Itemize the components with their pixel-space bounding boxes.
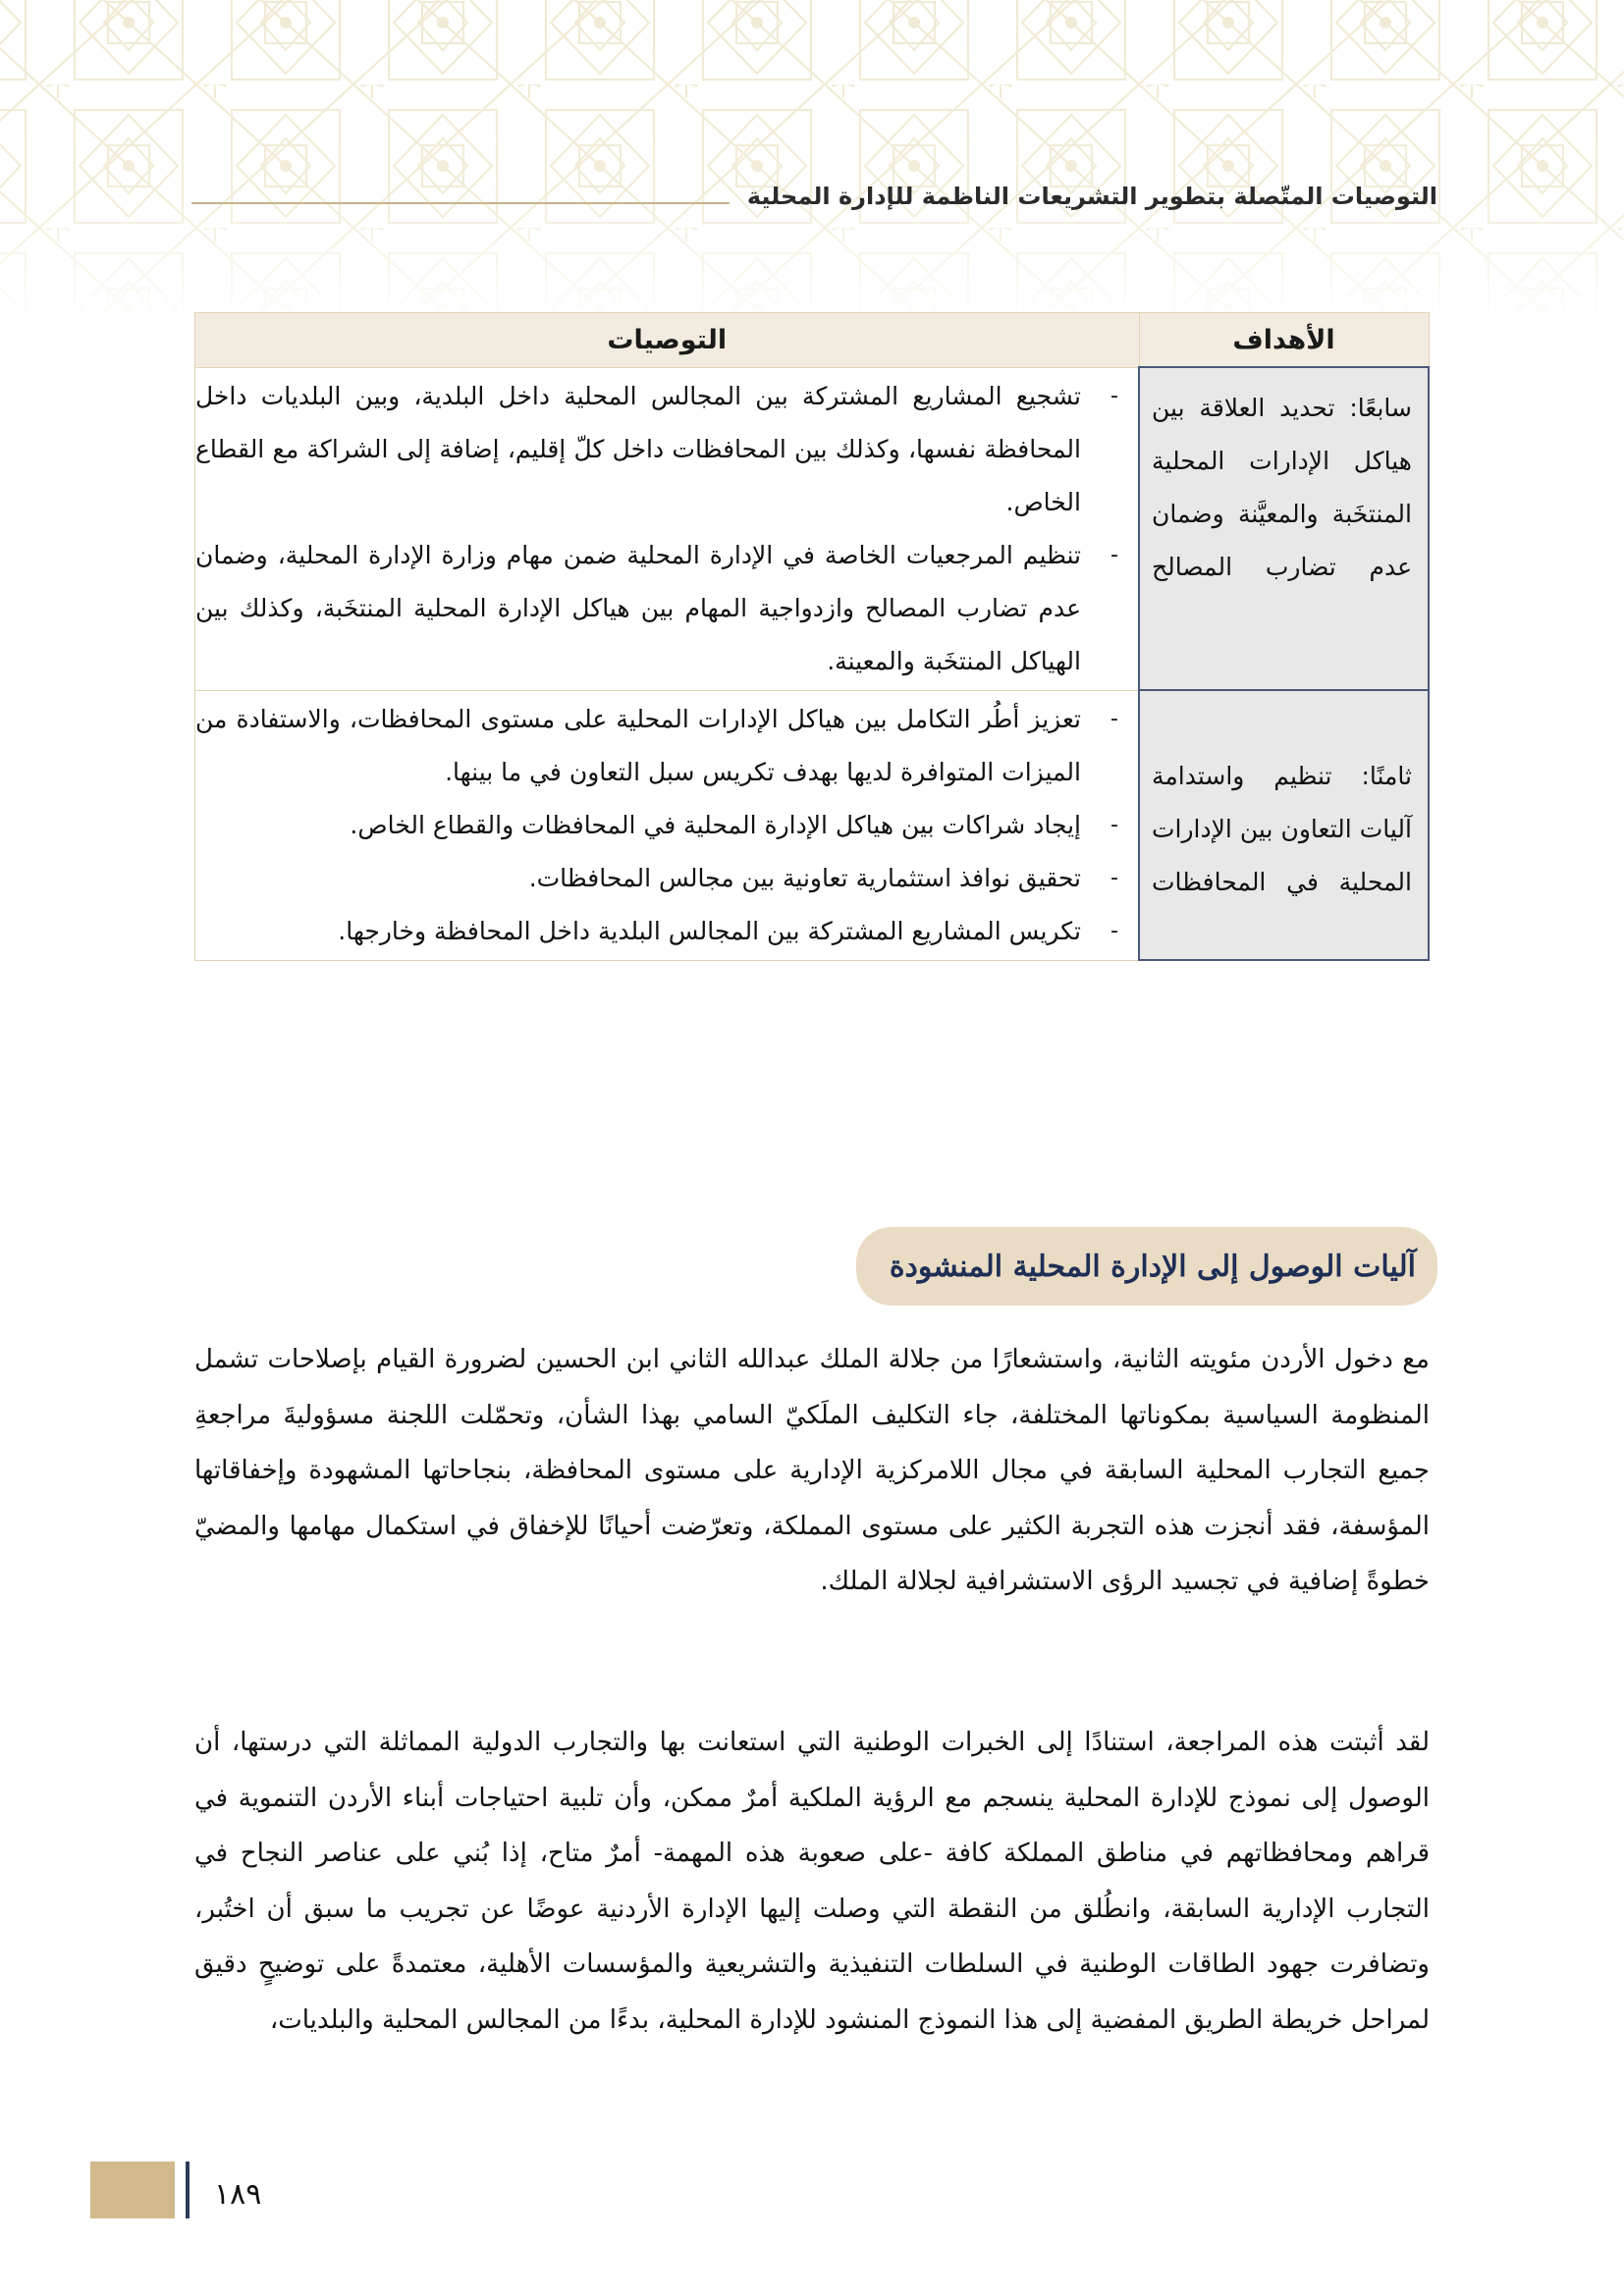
recommendations-cell <box>195 690 1140 960</box>
geometric-pattern-background <box>0 0 1624 324</box>
goal-cell: ثامنًا: تنظيم واستدامة آليات التعاون بين الإدارات المحلية في المحافظات <box>1139 690 1429 960</box>
recommendations-table <box>194 312 1430 961</box>
recommendation-text: تنظيم المرجعيات الخاصة في الإدارة المحلية ضمن مهام وزارة الإدارة المحلية، وضمان عدم تضارب المصالح وازدواجية المهام بين هياكل الإدارة المحلية المنتخَبة، وكذلك بين الهياكل المنتخَبة والمعينة. <box>195 540 1081 675</box>
recommendation-item <box>195 799 1128 852</box>
goal-cell: سابعًا: تحديد العلاقة بين هياكل الإدارات المحلية المنتخَبة والمعيَّنة وضمان عدم تضارب المصالح <box>1139 367 1429 690</box>
recommendation-item <box>195 905 1128 958</box>
bullet-dash: - <box>1110 383 1118 408</box>
recommendation-item <box>195 693 1128 799</box>
section-heading: آليات الوصول إلى الإدارة المحلية المنشودة <box>856 1227 1437 1306</box>
bullet-dash: - <box>1110 542 1118 567</box>
body-paragraph: مع دخول الأردن مئويته الثانية، واستشعارًا من جلالة الملك عبدالله الثاني ابن الحسين لضرورة القيام بإصلاحات تشمل المنظومة السياسية بمكوناتها المختلفة، جاء التكليف الملَكيّ السامي بهذا الشأن، وتحمّلت اللجنة مسؤوليةَ مراجعةِ جميع التجارب المحلية السابقة في مجال اللامركزية الإدارية على مستوى المحافظة، بنجاحاتها المشهودة وإخفاقاتها المؤسفة، فقد أنجزت هذه التجربة الكثير على مستوى المملكة، وتعرّضت أحيانًا للإخفاق في استكمال مهامها والمضيّ خطوةً إضافية في تجسيد الرؤى الاستشرافية لجلالة الملك. <box>194 1345 1430 1596</box>
recommendation-list <box>195 370 1128 688</box>
column-header-recommendations: التوصيات <box>195 313 1140 368</box>
recommendations-cell <box>195 367 1140 690</box>
bullet-dash: - <box>1110 706 1118 731</box>
bullet-dash: - <box>1110 812 1118 837</box>
recommendation-text: تشجيع المشاريع المشتركة بين المجالس المحلية داخل البلدية، وبين البلديات داخل المحافظة نفسها، وكذلك بين المحافظات داخل كلّ إقليم، إضافة إلى الشراكة مع القطاع الخاص. <box>195 381 1081 516</box>
bullet-dash: - <box>1110 918 1118 943</box>
recommendation-list <box>195 693 1128 958</box>
running-header <box>191 177 1437 216</box>
footer-gold-block <box>90 2162 175 2218</box>
bullet-dash: - <box>1110 865 1118 890</box>
running-header-title: التوصيات المتّصلة بتطوير التشريعات الناظمة للإدارة المحلية <box>746 183 1437 210</box>
body-paragraph: لقد أثبتت هذه المراجعة، استنادًا إلى الخبرات الوطنية التي استعانت بها والتجارب الدولية المماثلة التي درستها، أن الوصول إلى نموذج للإدارة المحلية ينسجم مع الرؤية الملكية أمرٌ ممكن، وأن تلبية احتياجات أبناء الأردن التنموية في قراهم ومحافظاتهم في مناطق المملكة كافة -على صعوبة هذه المهمة- أمرٌ متاح، إذا بُني على عناصر النجاح في التجارب الإدارية السابقة، وانطُلق من النقطة التي وصلت إليها الإدارة الأردنية عوضًا عن تجريب ما سبق أن اختُبر، وتضافرت جهود الطاقات الوطنية في السلطات التنفيذية والتشريعية والمؤسسات الأهلية، معتمدةً على توضيحٍ دقيق لمراحل خريطة الطريق المفضية إلى هذا النموذج المنشود للإدارة المحلية، بدءًا من المجالس المحلية والبلديات، <box>194 1728 1430 2035</box>
recommendation-text: تحقيق نوافذ استثمارية تعاونية بين مجالس المحافظات. <box>528 863 1081 892</box>
column-header-goals: الأهداف <box>1139 313 1429 368</box>
table-row <box>195 367 1430 690</box>
header-rule <box>191 202 730 204</box>
recommendation-text: إيجاد شراكات بين هياكل الإدارة المحلية في المحافظات والقطاع الخاص. <box>350 810 1081 839</box>
recommendation-text: تعزيز أطُر التكامل بين هياكل الإدارات المحلية على مستوى المحافظات، والاستفادة من الميزات المتوافرة لديها بهدف تكريس سبل التعاون في ما بينها. <box>195 704 1081 786</box>
page-number: ١٨٩ <box>214 2177 262 2212</box>
recommendation-item <box>195 529 1128 688</box>
recommendation-item <box>195 370 1128 529</box>
recommendation-item <box>195 852 1128 905</box>
table-header-row <box>195 313 1430 368</box>
table-row <box>195 690 1430 960</box>
recommendation-text: تكريس المشاريع المشتركة بين المجالس البلدية داخل المحافظة وخارجها. <box>338 916 1081 945</box>
footer-divider-bar <box>186 2162 189 2218</box>
